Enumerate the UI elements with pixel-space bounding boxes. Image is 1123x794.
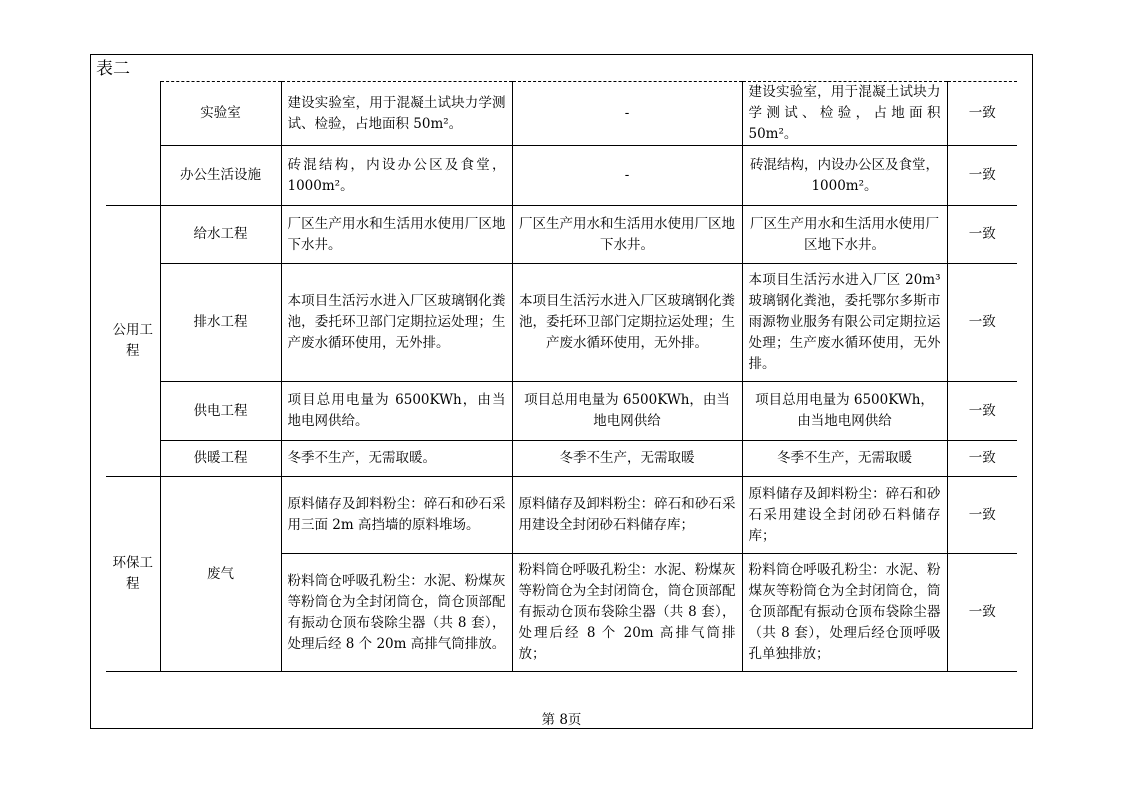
conclusion-cell: 一致 <box>947 146 1017 206</box>
conclusion-cell: 一致 <box>947 441 1017 477</box>
conclusion-cell: 一致 <box>947 82 1017 146</box>
report-cell: 厂区生产用水和生活用水使用厂区地下水井。 <box>512 206 742 264</box>
table-row <box>106 477 1017 554</box>
table-label: 表二 <box>96 59 130 79</box>
plan-cell: 厂区生产用水和生活用水使用厂区地下水井。 <box>281 206 512 264</box>
conclusion-cell: 一致 <box>947 477 1017 554</box>
actual-cell: 建设实验室，用于混凝土试块力学测试、检验，占地面积 50m²。 <box>742 82 947 146</box>
report-cell: 项目总用电量为 6500KWh，由当地电网供给 <box>512 382 742 441</box>
table-row <box>106 264 1017 382</box>
category-cell: 公用工程 <box>106 206 160 477</box>
actual-cell: 粉料筒仓呼吸孔粉尘：水泥、粉煤灰等粉筒仓为全封闭筒仓，筒仓顶部配有振动仓顶布袋除尘器（共 8 套），处理后经仓顶呼吸孔单独排放； <box>742 554 947 672</box>
actual-cell: 项目总用电量为 6500KWh，由当地电网供给 <box>742 382 947 441</box>
actual-cell: 冬季不生产，无需取暖 <box>742 441 947 477</box>
actual-cell: 厂区生产用水和生活用水使用厂区地下水井。 <box>742 206 947 264</box>
item-cell: 供电工程 <box>160 382 281 441</box>
report-cell: 本项目生活污水进入厂区玻璃钢化粪池，委托环卫部门定期拉运处理；生产废水循环使用，无外排。 <box>512 264 742 382</box>
table-row <box>106 82 1017 146</box>
plan-cell: 建设实验室，用于混凝土试块力学测试、检验，占地面积 50m²。 <box>281 82 512 146</box>
table-row <box>106 206 1017 264</box>
plan-cell: 本项目生活污水进入厂区玻璃钢化粪池，委托环卫部门定期拉运处理；生产废水循环使用，无外排。 <box>281 264 512 382</box>
plan-cell: 项目总用电量为 6500KWh，由当地电网供给。 <box>281 382 512 441</box>
report-cell: 原料储存及卸料粉尘：碎石和砂石采用建设全封闭砂石料储存库； <box>512 477 742 554</box>
item-cell: 供暖工程 <box>160 441 281 477</box>
conclusion-cell: 一致 <box>947 382 1017 441</box>
actual-cell: 本项目生活污水进入厂区 20m³玻璃钢化粪池，委托鄂尔多斯市雨源物业服务有限公司定期拉运处理；生产废水循环使用，无外排。 <box>742 264 947 382</box>
category-cell <box>106 82 160 206</box>
item-cell: 办公生活设施 <box>160 146 281 206</box>
comparison-table <box>106 81 1017 672</box>
conclusion-cell: 一致 <box>947 554 1017 672</box>
table-row <box>106 146 1017 206</box>
category-cell: 环保工程 <box>106 477 160 672</box>
plan-cell: 砖混结构，内设办公区及食堂，1000m²。 <box>281 146 512 206</box>
item-cell: 给水工程 <box>160 206 281 264</box>
conclusion-cell: 一致 <box>947 264 1017 382</box>
plan-cell: 冬季不生产，无需取暖。 <box>281 441 512 477</box>
plan-cell: 原料储存及卸料粉尘：碎石和砂石采用三面 2m 高挡墙的原料堆场。 <box>281 477 512 554</box>
item-cell: 排水工程 <box>160 264 281 382</box>
conclusion-cell: 一致 <box>947 206 1017 264</box>
table-row <box>106 382 1017 441</box>
item-cell: 废气 <box>160 477 281 672</box>
report-cell: 粉料筒仓呼吸孔粉尘：水泥、粉煤灰等粉筒仓为全封闭筒仓，筒仓顶部配有振动仓顶布袋除尘器（共 8 套），处理后经 8 个 20m 高排气筒排放； <box>512 554 742 672</box>
item-cell: 实验室 <box>160 82 281 146</box>
plan-cell: 粉料筒仓呼吸孔粉尘：水泥、粉煤灰等粉筒仓为全封闭筒仓，筒仓顶部配有振动仓顶布袋除尘器（共 8 套），处理后经 8 个 20m 高排气筒排放。 <box>281 554 512 672</box>
report-cell: - <box>512 82 742 146</box>
report-cell: - <box>512 146 742 206</box>
actual-cell: 原料储存及卸料粉尘：碎石和砂石采用建设全封闭砂石料储存库； <box>742 477 947 554</box>
page-number: 第 8页 <box>541 712 582 728</box>
table-row <box>106 441 1017 477</box>
report-cell: 冬季不生产，无需取暖 <box>512 441 742 477</box>
actual-cell: 砖混结构，内设办公区及食堂，1000m²。 <box>742 146 947 206</box>
